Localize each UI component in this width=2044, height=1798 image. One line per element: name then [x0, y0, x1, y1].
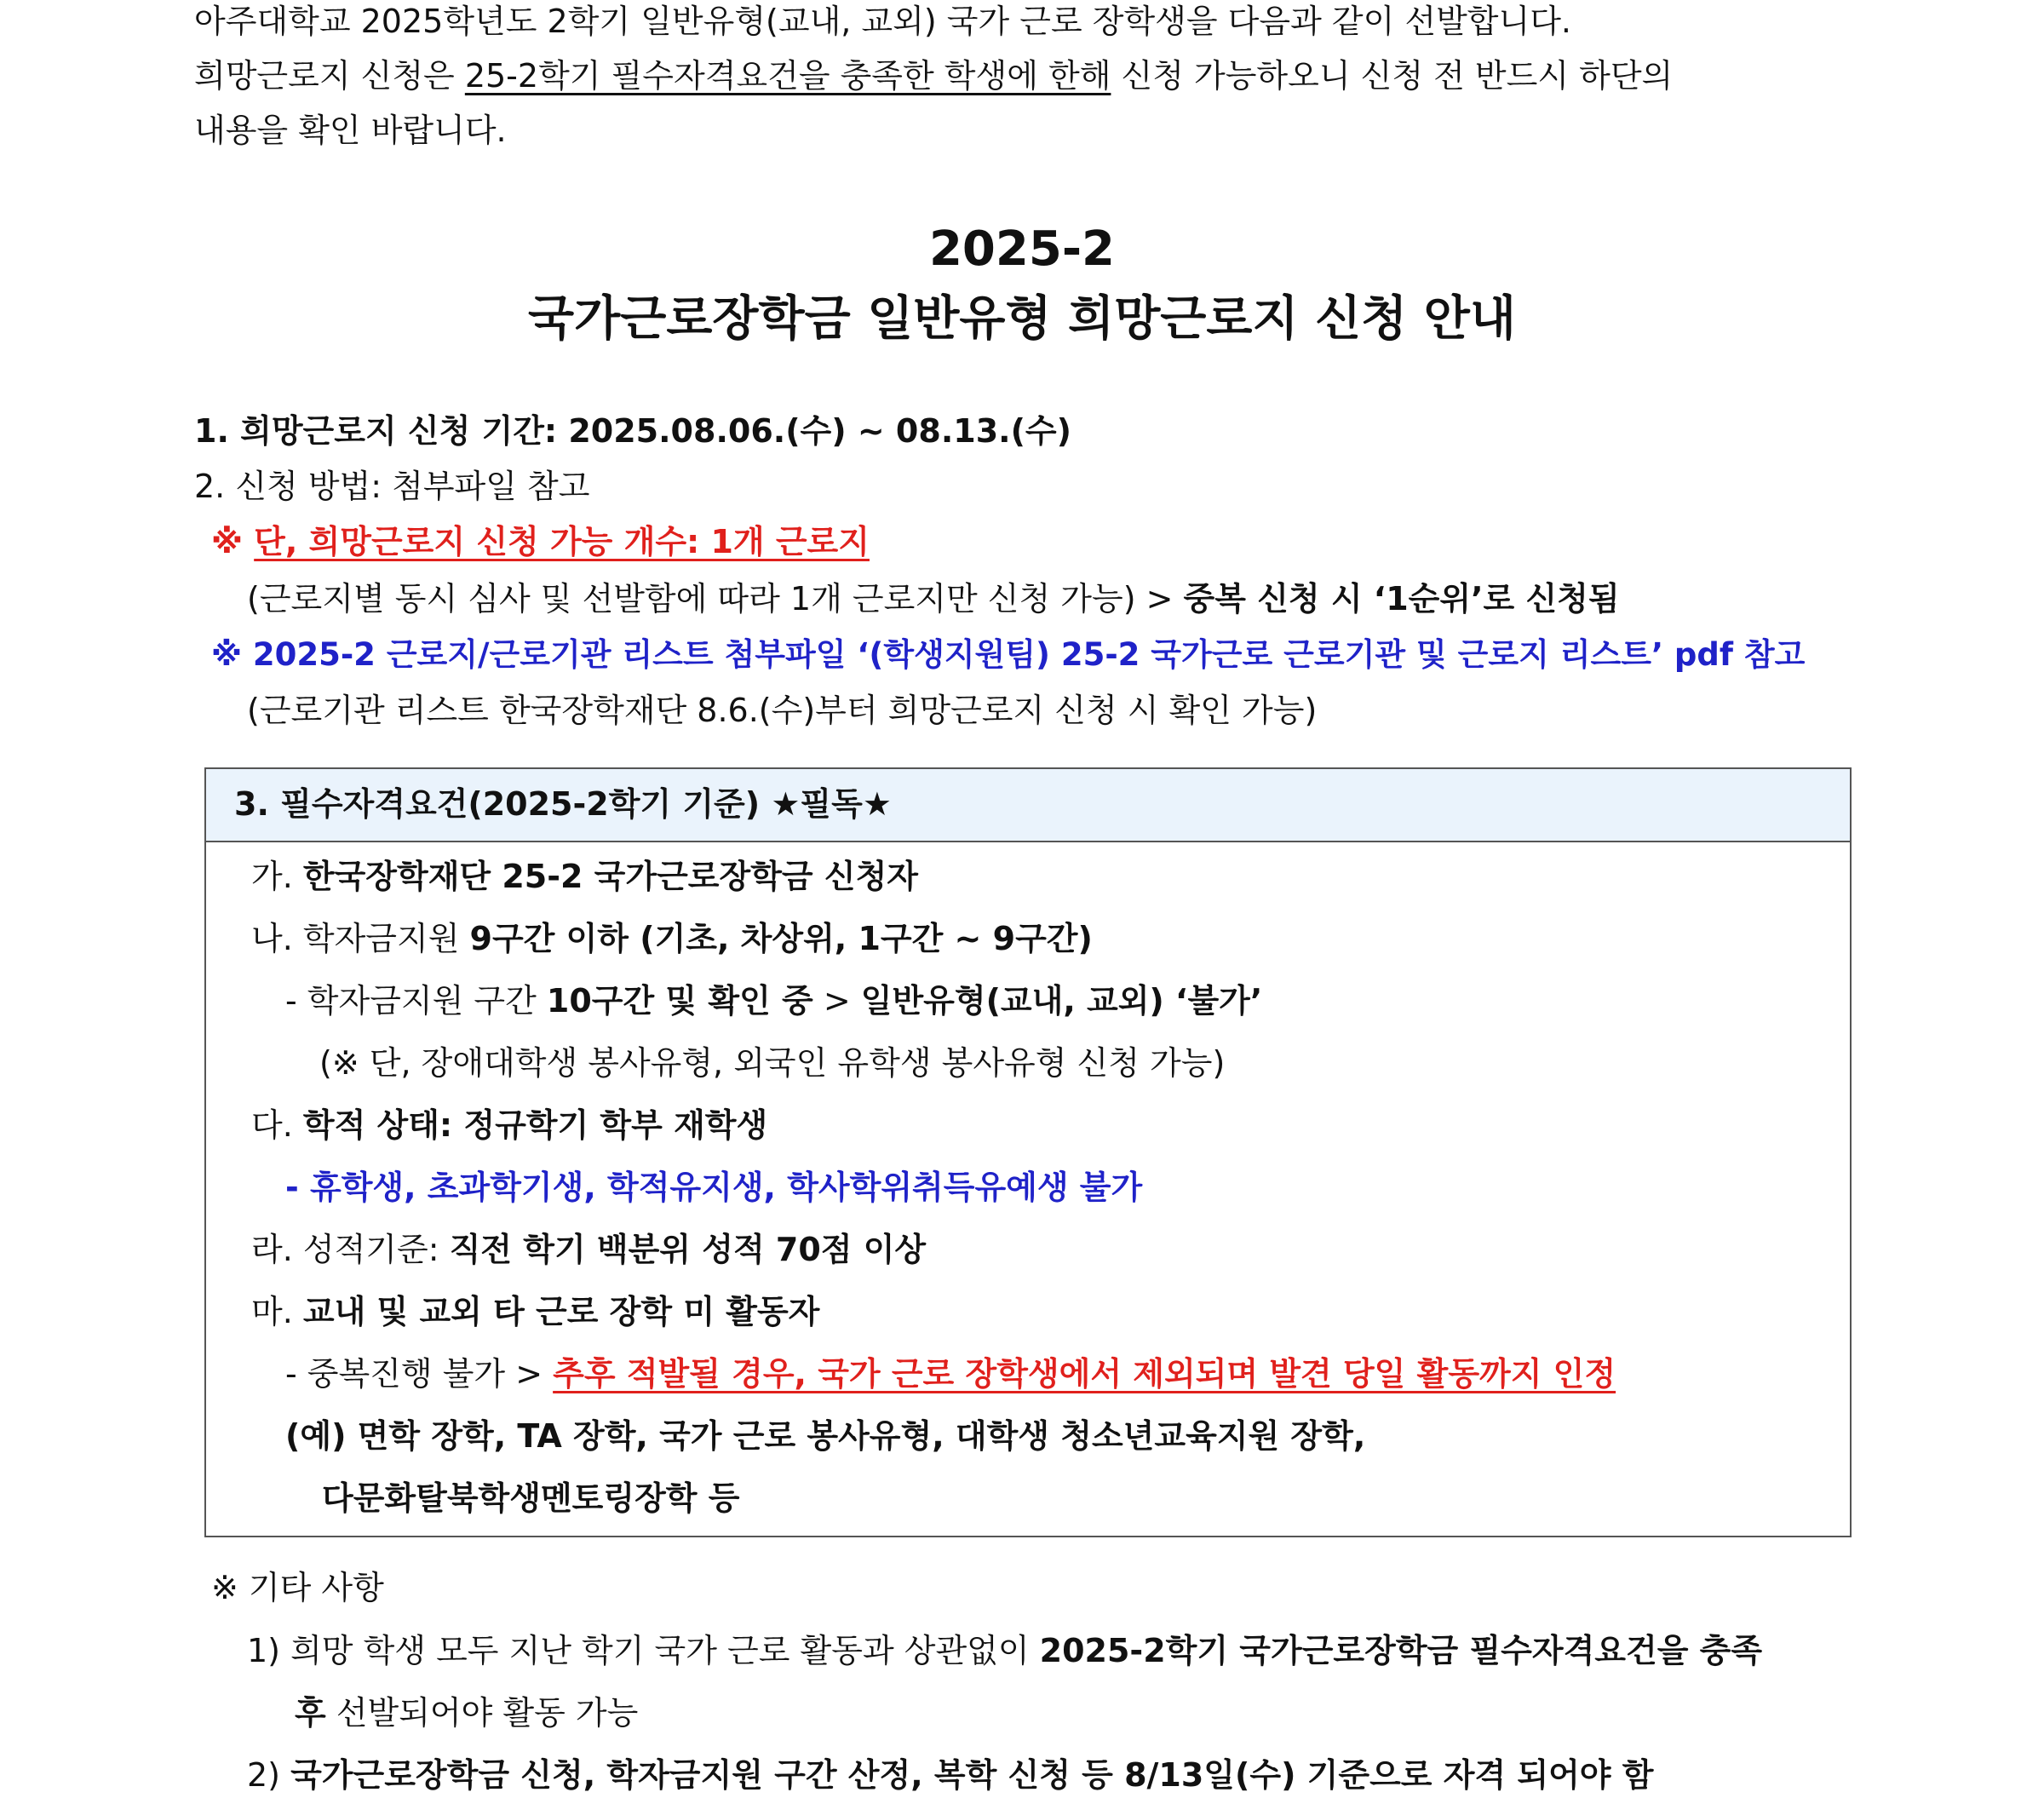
requirement-ra-text: 직전 학기 백분위 성적 70점 이상: [449, 1231, 927, 1268]
requirement-ma: [251, 1291, 819, 1332]
requirement-ma-examples: (예) 면학 장학, TA 장학, 국가 근로 봉사유형, 대학생 청소년교육지원 장학,: [285, 1417, 1366, 1455]
requirement-ga-text: 한국장학재단 25-2 국가근로장학금 신청자: [302, 858, 918, 895]
requirements-header: 3. 필수자격요건(2025-2학기 기준) ★필독★: [234, 785, 892, 823]
etc-item-2-bold: 국가근로장학금 신청, 학자금지원 구간 산정, 복학 신청 등 8/13일(수) 기준으로 자격 되어야 함: [290, 1756, 1654, 1794]
note-detail-text: (근로지별 동시 심사 및 선발함에 따라 1개 근로지만 신청 가능) >: [247, 580, 1184, 618]
requirement-na-sub-bold-1: 10구간 및 확인 중: [546, 982, 813, 1020]
note-application-limit-detail: [247, 578, 1620, 619]
etc-header: ※ 기타 사항: [211, 1569, 384, 1606]
requirement-ma-sub-warning: 추후 적발될 경우, 국가 근로 장학생에서 제외되며 발견 당일 활동까지 인정: [553, 1355, 1616, 1393]
requirement-na-exception: (※ 단, 장애대학생 봉사유형, 외국인 유학생 봉사유형 신청 가능): [319, 1044, 1226, 1082]
etc-item-1: [247, 1630, 1762, 1671]
requirement-na-sub-bold-2: 일반유형(교내, 교외) ‘불가’: [860, 982, 1263, 1020]
requirement-na-sub: [285, 980, 1262, 1021]
requirement-na-prefix: 나. 학자금지원: [251, 920, 470, 957]
note-application-limit-text: 단, 희망근로지 신청 가능 개수: 1개 근로지: [254, 523, 870, 560]
etc-item-1-cont-bold: 후: [295, 1694, 326, 1732]
intro-line-1: 아주대학교 2025학년도 2학기 일반유형(교내, 교외) 국가 근로 장학생을 다음과 같이 선발합니다.: [194, 3, 1571, 40]
requirement-da-sub: - 휴학생, 초과학기생, 학적유지생, 학사학위취득유예생 불가: [285, 1169, 1143, 1206]
note-application-limit: [211, 521, 870, 562]
etc-item-2: [247, 1755, 1653, 1795]
note-duplicate-rule: 중복 신청 시 ‘1순위’로 신청됨: [1183, 580, 1620, 618]
page-title-year: 2025-2: [928, 221, 1116, 277]
requirement-ma-prefix: 마.: [251, 1293, 303, 1330]
requirement-ma-text: 교내 및 교외 타 근로 장학 미 활동자: [302, 1293, 820, 1330]
intro-line-3: 내용을 확인 바랍니다.: [194, 112, 507, 149]
requirement-ra-prefix: 라. 성적기준:: [251, 1231, 450, 1268]
section-1-application-period: 1. 희망근로지 신청 기간: 2025.08.06.(수) ~ 08.13.(수): [194, 412, 1072, 450]
note-worksite-list-detail: (근로기관 리스트 한국장학재단 8.6.(수)부터 희망근로지 신청 시 확인 가능): [247, 692, 1318, 729]
requirement-da-text: 학적 상태: 정규학기 학부 재학생: [302, 1106, 768, 1144]
requirement-da: [251, 1105, 767, 1146]
section-2-application-method: 2. 신청 방법: 첨부파일 참고: [194, 468, 590, 505]
etc-item-1-cont-text: 선발되어야 활동 가능: [325, 1694, 639, 1732]
requirement-na-text: 9구간 이하 (기초, 차상위, 1구간 ~ 9구간): [469, 920, 1093, 957]
requirement-da-prefix: 다.: [251, 1106, 303, 1144]
intro-line-2: [194, 55, 1673, 96]
requirement-ma-examples-cont: 다문화탈북학생멘토링장학 등: [322, 1479, 740, 1517]
page-title: 국가근로장학금 일반유형 희망근로지 신청 안내: [528, 291, 1516, 347]
requirement-na-sub-mid: >: [812, 982, 861, 1020]
requirement-ga: [251, 856, 918, 897]
requirement-ga-prefix: 가.: [251, 858, 303, 895]
requirement-ra: [251, 1229, 926, 1270]
intro-line-2-end: 신청 가능하오니 신청 전 반드시 하단의: [1111, 57, 1674, 95]
etc-item-1-cont: [295, 1692, 638, 1733]
note-mark: ※: [211, 523, 255, 560]
intro-underlined-condition: 25-2학기 필수자격요건을 충족한 학생에 한해: [464, 57, 1111, 95]
note-worksite-list: ※ 2025-2 근로지/근로기관 리스트 첨부파일 ‘(학생지원팀) 25-2 국가근로 근로기관 및 근로지 리스트’ pdf 참고: [211, 636, 1806, 673]
etc-item-1-bold: 2025-2학기 국가근로장학금 필수자격요건을 충족: [1039, 1632, 1763, 1669]
requirement-na-sub-prefix: - 학자금지원 구간: [285, 982, 547, 1020]
etc-item-1-prefix: 1) 희망 학생 모두 지난 학기 국가 근로 활동과 상관없이: [247, 1632, 1040, 1669]
requirement-ma-sub: [285, 1353, 1616, 1394]
requirement-na: [251, 918, 1093, 959]
intro-line-2-start: 희망근로지 신청은: [194, 57, 465, 95]
etc-item-2-prefix: 2): [247, 1756, 291, 1794]
requirement-ma-sub-prefix: - 중복진행 불가 >: [285, 1355, 554, 1393]
